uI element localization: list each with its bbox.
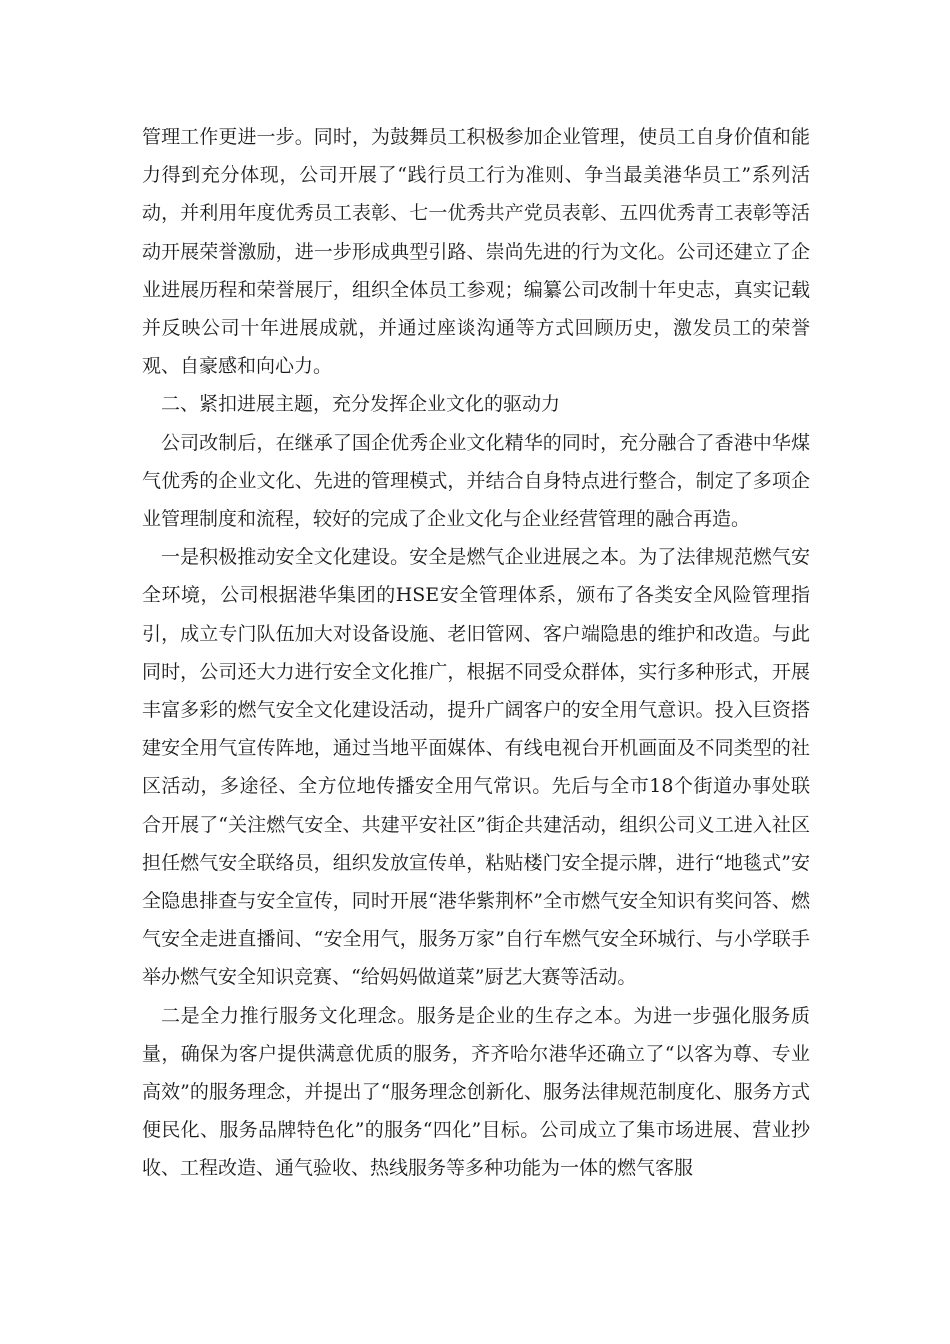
paragraph-continuation: 管理工作更进一步。同时，为鼓舞员工积极参加企业管理，使员工自身价值和能力得到充分体现，公司开展了“践行员工行为准则、争当最美港华员工”系列活动，并利用年度优秀员工表彰、七一优秀共产党员表彰、五四优秀青工表彰等活动开展荣誉激励，进一步形成典型引路、崇尚先进的行为文化。公司还建立了企业进展历程和荣誉展厅，组织全体员工参观；编纂公司改制十年史志，真实记载并反映公司十年进展成就，并通过座谈沟通等方式回顾历史，激发员工的荣誉观、自豪感和向心力。 xyxy=(142,126,810,378)
document-body xyxy=(142,118,810,1188)
paragraph-safety-culture: 一是积极推动安全文化建设。安全是燃气企业进展之本。为了法律规范燃气安全环境，公司根据港华集团的HSE安全管理体系，颁布了各类安全风险管理指引，成立专门队伍加大对设备设施、老旧管网、客户端隐患的维护和改造。与此同时，公司还大力进行安全文化推广，根据不同受众群体，实行多种形式，开展丰富多彩的燃气安全文化建设活动，提升广阔客户的安全用气意识。投入巨资搭建安全用气宣传阵地，通过当地平面媒体、有线电视台开机画面及不同类型的社区活动，多途径、全方位地传播安全用气常识。先后与全市18个街道办事处联合开展了“关注燃气安全、共建平安社区”街企共建活动，组织公司义工进入社区担任燃气安全联络员，组织发放宣传单，粘贴楼门安全提示牌，进行“地毯式”安全隐患排查与安全宣传，同时开展“港华紫荆杯”全市燃气安全知识有奖问答、燃气安全走进直播间、“安全用气，服务万家”自行车燃气安全环城行、与小学联手举办燃气安全知识竞赛、“给妈妈做道菜”厨艺大赛等活动。 xyxy=(142,546,810,989)
section-heading: 二、紧扣进展主题，充分发挥企业文化的驱动力 xyxy=(161,393,561,416)
paragraph-service-culture: 二是全力推行服务文化理念。服务是企业的生存之本。为进一步强化服务质量，确保为客户提供满意优质的服务，齐齐哈尔港华还确立了“以客为尊、专业高效”的服务理念，并提出了“服务理念创新化、服务法律规范制度化、服务方式便民化、服务品牌特色化”的服务“四化”目标。公司成立了集市场进展、营业抄收、工程改造、通气验收、热线服务等多种功能为一体的燃气客服 xyxy=(142,1004,810,1180)
paragraph-intro: 公司改制后，在继承了国企优秀企业文化精华的同时，充分融合了香港中华煤气优秀的企业文化、先进的管理模式，并结合自身特点进行整合，制定了多项企业管理制度和流程，较好的完成了企业文化与企业经营管理的融合再造。 xyxy=(142,431,810,531)
